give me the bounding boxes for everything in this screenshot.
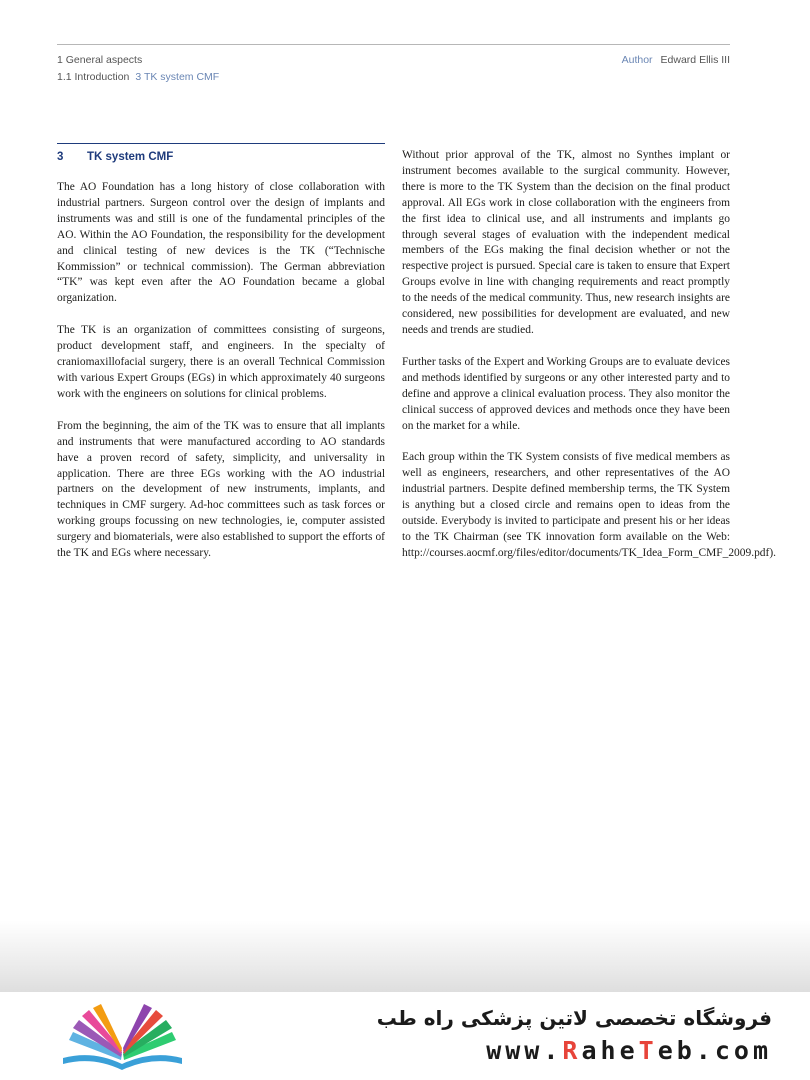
store-footer-banner: [0, 992, 810, 1080]
body-paragraph: From the beginning, the aim of the TK was to ensure that all implants and instruments that were manufactured according to AO standards have a proven record of safety, simplicity, and universality in application. There are three EGs working with the AO industrial partners on the development of new instruments, implants, and techniques in CMF surgery. Ad-hoc committees such as task forces or working groups focussing on new technologies, ie, computer assisted surgery and biomaterials, were also established to support the efforts of the TK and EGs where necessary.: [57, 419, 385, 560]
running-header: [57, 44, 730, 83]
url-part-ahe: ahe: [581, 1036, 639, 1065]
section-heading: [57, 150, 385, 164]
section-title: TK system CMF: [87, 151, 174, 163]
header-subsection: 1.1 Introduction: [57, 71, 130, 83]
url-letter-r: R: [562, 1036, 582, 1065]
header-breadcrumb: [57, 52, 219, 86]
author-label: Author: [621, 54, 653, 66]
footer-shadow: [0, 920, 810, 992]
open-book-logo-icon: [55, 1002, 190, 1072]
url-part-eb: eb.com: [657, 1036, 772, 1065]
body-paragraph: Without prior approval of the TK, almost no Synthes implant or instrument becomes available to the surgical community. However, there is more to the TK System than the decision on the final product approval. All EGs work in close collaboration with the engineers from the first idea to clinical use, and all instruments and implants go through several stages of evaluation with the independent medical members of the EGs making the final decision whether or not the respective project is pursued. Special care is taken to ensure that Expert Groups evolve in line with changing requirements and react promptly to the needs of the medical community. Thus, new research insights are considered, new possibilities for development are evaluated, and new needs and trends are studied.: [402, 149, 730, 336]
right-column: [402, 143, 776, 578]
url-letter-t: T: [638, 1036, 658, 1065]
store-url-text: [486, 1036, 772, 1065]
section-number: 3: [57, 151, 64, 163]
body-paragraph: The AO Foundation has a long history of close collaboration with industrial partners. Surgeon control over the design of implants and instruments was and still is one of the fundamental principles of the AO. Within the AO Foundation, the responsibility for the development and clinical testing of new devices is the TK (“Technische Kommission” or technical commission). The German abbreviation “TK” was kept even after the AO Foundation became a global organization.: [57, 181, 385, 305]
header-author: [622, 52, 730, 69]
header-chapter: 1 General aspects: [57, 54, 143, 66]
left-column: [57, 143, 385, 578]
section-rule: [57, 143, 385, 144]
author-name: Edward Ellis III: [660, 54, 730, 66]
header-subsection-line: [57, 69, 219, 86]
body-paragraph: Each group within the TK System consists of five medical members as well as engineers, researchers, and other representatives of the AO industrial partners. Despite defined membership terms, the TK System is anything but a closed circle and remains open to ideas from the outside. Everybody is invited to participate and present his or her ideas to the TK Chairman (see TK innovation form available on the Web: http://courses.aocmf.org/files/editor/documents/TK_Idea_Form_CMF_2009.pdf).: [402, 451, 776, 559]
body-paragraph: Further tasks of the Expert and Working Groups are to evaluate devices and methods identified by surgeons or any other interested party and to define and approve a clinical evaluation process. They also monitor the clinical success of approved devices and methods once they have been on the market for a while.: [402, 355, 730, 432]
header-current-section: 3 TK system CMF: [135, 71, 220, 83]
store-name-text: فروشگاه تخصصی لاتین پزشکی راه طب: [376, 1006, 772, 1030]
body-paragraph: The TK is an organization of committees consisting of surgeons, product development staff, and engineers. In the specialty of craniomaxillofacial surgery, there is an overall Technical Commission with various Expert Groups (EGs) in which approximately 40 surgeons work with the engineers on solutions for clinical problems.: [57, 324, 385, 400]
url-prefix: www.: [486, 1036, 563, 1065]
